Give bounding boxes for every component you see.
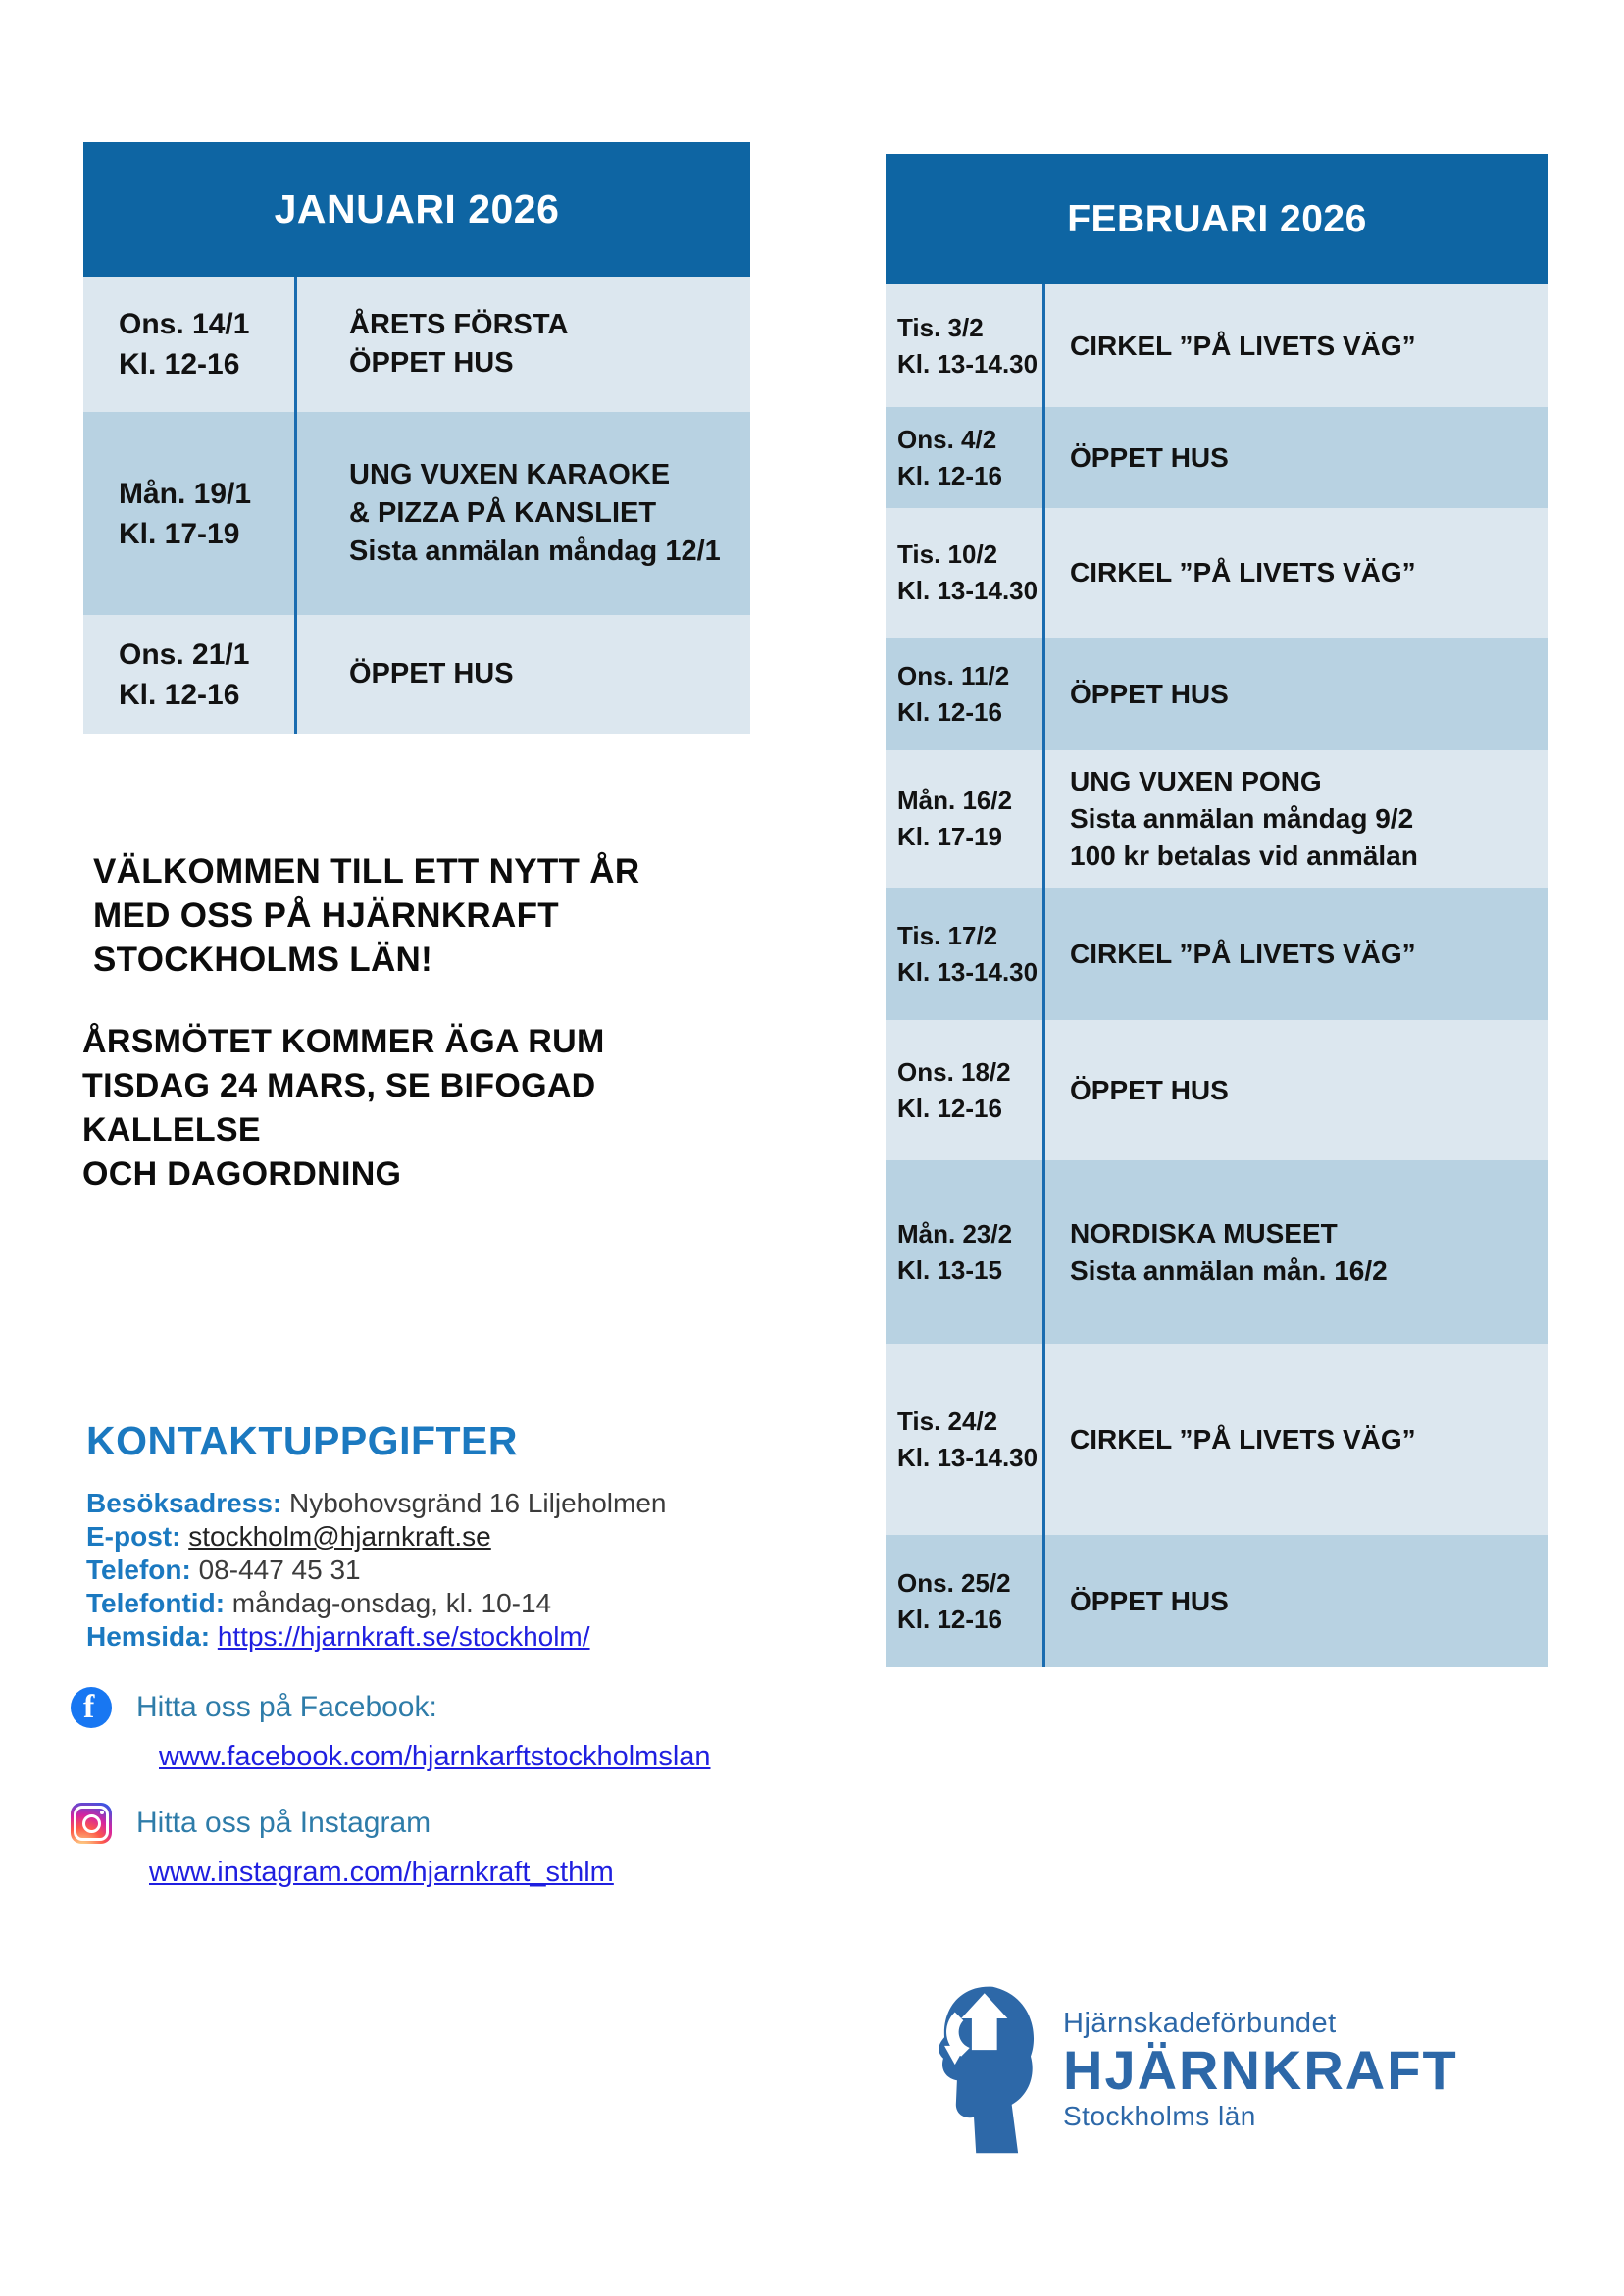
event-date: Tis. 10/2 Kl. 13-14.30 (897, 539, 1039, 605)
event-description: ÅRETS FÖRSTA ÖPPET HUS (349, 309, 569, 379)
table-row (886, 888, 1548, 1020)
table-row (83, 412, 750, 615)
contact-label: Telefontid: (86, 1588, 232, 1618)
logo-org-name: Hjärnskadeförbundet (1063, 2007, 1337, 2039)
instagram-link[interactable]: www.instagram.com/hjarnkraft_sthlm (149, 1857, 614, 1888)
hjarnkraft-logo (930, 1981, 1458, 2158)
calendar-february-rows (886, 284, 1548, 1667)
calendar-january-rows (83, 277, 750, 734)
contact-line (86, 1520, 734, 1554)
event-description: ÖPPET HUS (1070, 1585, 1229, 1616)
logo-text (1063, 2008, 1458, 2132)
event-date: Mån. 19/1 Kl. 17-19 (119, 477, 252, 550)
annual-meeting-line: ÅRSMÖTET KOMMER ÄGA RUM (82, 1023, 605, 1060)
logo-region: Stockholms län (1063, 2100, 1256, 2131)
welcome-line: VÄLKOMMEN TILL ETT NYTT ÅR (93, 852, 640, 891)
contact-label: Telefon: (86, 1555, 199, 1585)
facebook-icon (71, 1687, 112, 1728)
contact-label: Besöksadress: (86, 1488, 290, 1518)
event-date: Ons. 14/1 Kl. 12-16 (119, 308, 250, 381)
table-row (886, 284, 1548, 407)
contact-value: Nybohovsgränd 16 Liljeholmen (289, 1488, 667, 1518)
logo-brand-name: HJÄRNKRAFT (1063, 2038, 1458, 2101)
event-date: Mån. 16/2 Kl. 17-19 (897, 786, 1013, 851)
event-date: Ons. 11/2 Kl. 12-16 (897, 660, 1010, 727)
instagram-text (136, 1803, 614, 1893)
table-row (886, 638, 1548, 750)
contact-line (86, 1620, 734, 1654)
contact-heading: KONTAKTUPPGIFTER (86, 1418, 519, 1463)
event-description: ÖPPET HUS (1070, 1074, 1229, 1105)
facebook-text (136, 1687, 711, 1777)
event-description: ÖPPET HUS (1070, 678, 1229, 709)
contact-value: 08-447 45 31 (198, 1555, 361, 1585)
facebook-link[interactable]: www.facebook.com/hjarnkarftstockholmslan (159, 1741, 711, 1772)
welcome-line: STOCKHOLMS LÄN! (93, 941, 433, 979)
calendar-january (83, 142, 750, 734)
contact-line (86, 1487, 734, 1520)
table-row (886, 1535, 1548, 1667)
event-date: Tis. 24/2 Kl. 13-14.30 (897, 1405, 1039, 1472)
annual-meeting-line: OCH DAGORDNING (82, 1155, 402, 1193)
table-row (886, 508, 1548, 638)
event-description: NORDISKA MUSEET Sista anmälan mån. 16/2 (1070, 1217, 1388, 1286)
contact-label: Hemsida: (86, 1621, 218, 1652)
table-row (886, 1344, 1548, 1535)
event-description: ÖPPET HUS (349, 658, 514, 689)
table-row (83, 615, 750, 734)
event-date: Tis. 17/2 Kl. 13-14.30 (897, 920, 1039, 987)
contact-list (86, 1487, 734, 1654)
contact-label: E-post: (86, 1521, 189, 1552)
annual-meeting-line: TISDAG 24 MARS, SE BIFOGAD (82, 1067, 596, 1104)
welcome-heading (93, 849, 721, 982)
instagram-icon (71, 1803, 112, 1844)
table-row (886, 407, 1548, 508)
event-description: CIRKEL ”PÅ LIVETS VÄG” (1070, 938, 1416, 969)
event-description: CIRKEL ”PÅ LIVETS VÄG” (1070, 557, 1416, 587)
table-row (886, 1160, 1548, 1344)
facebook-section (71, 1687, 711, 1777)
contact-value: måndag-onsdag, kl. 10-14 (231, 1588, 552, 1618)
welcome-line: MED OSS PÅ HJÄRNKRAFT (93, 896, 559, 935)
calendar-february (886, 154, 1548, 1667)
event-description: UNG VUXEN KARAOKE & PIZZA PÅ KANSLIET Sista anmälan måndag 12/1 (349, 459, 721, 567)
table-row (83, 277, 750, 412)
contact-link[interactable]: stockholm@hjarnkraft.se (188, 1521, 491, 1552)
contact-link[interactable]: https://hjarnkraft.se/stockholm/ (217, 1621, 590, 1652)
event-date: Ons. 4/2 Kl. 12-16 (897, 424, 1002, 490)
instagram-label: Hitta oss på Instagram (136, 1807, 431, 1839)
table-row (886, 1020, 1548, 1160)
event-description: UNG VUXEN PONG Sista anmälan måndag 9/2 100 kr betalas vid anmälan (1070, 766, 1418, 871)
instagram-icon-frame (74, 1806, 109, 1841)
hjarnkraft-head-icon (930, 1981, 1045, 2158)
calendar-february-title: FEBRUARI 2026 (886, 154, 1548, 284)
event-description: CIRKEL ”PÅ LIVETS VÄG” (1070, 1423, 1416, 1454)
annual-meeting-note (82, 1020, 730, 1197)
event-date: Tis. 3/2 Kl. 13-14.30 (897, 312, 1039, 379)
calendar-january-title: JANUARI 2026 (83, 142, 750, 277)
table-row (886, 750, 1548, 888)
annual-meeting-line: KALLELSE (82, 1111, 261, 1148)
event-description: ÖPPET HUS (1070, 441, 1229, 473)
contact-line (86, 1587, 734, 1620)
event-date: Ons. 25/2 Kl. 12-16 (897, 1567, 1011, 1634)
facebook-label: Hitta oss på Facebook: (136, 1691, 437, 1723)
contact-line (86, 1554, 734, 1587)
instagram-section (71, 1803, 614, 1893)
event-description: CIRKEL ”PÅ LIVETS VÄG” (1070, 330, 1416, 361)
event-date: Ons. 21/1 Kl. 12-16 (119, 638, 250, 711)
event-date: Ons. 18/2 Kl. 12-16 (897, 1056, 1011, 1123)
event-date: Mån. 23/2 Kl. 13-15 (897, 1218, 1013, 1285)
